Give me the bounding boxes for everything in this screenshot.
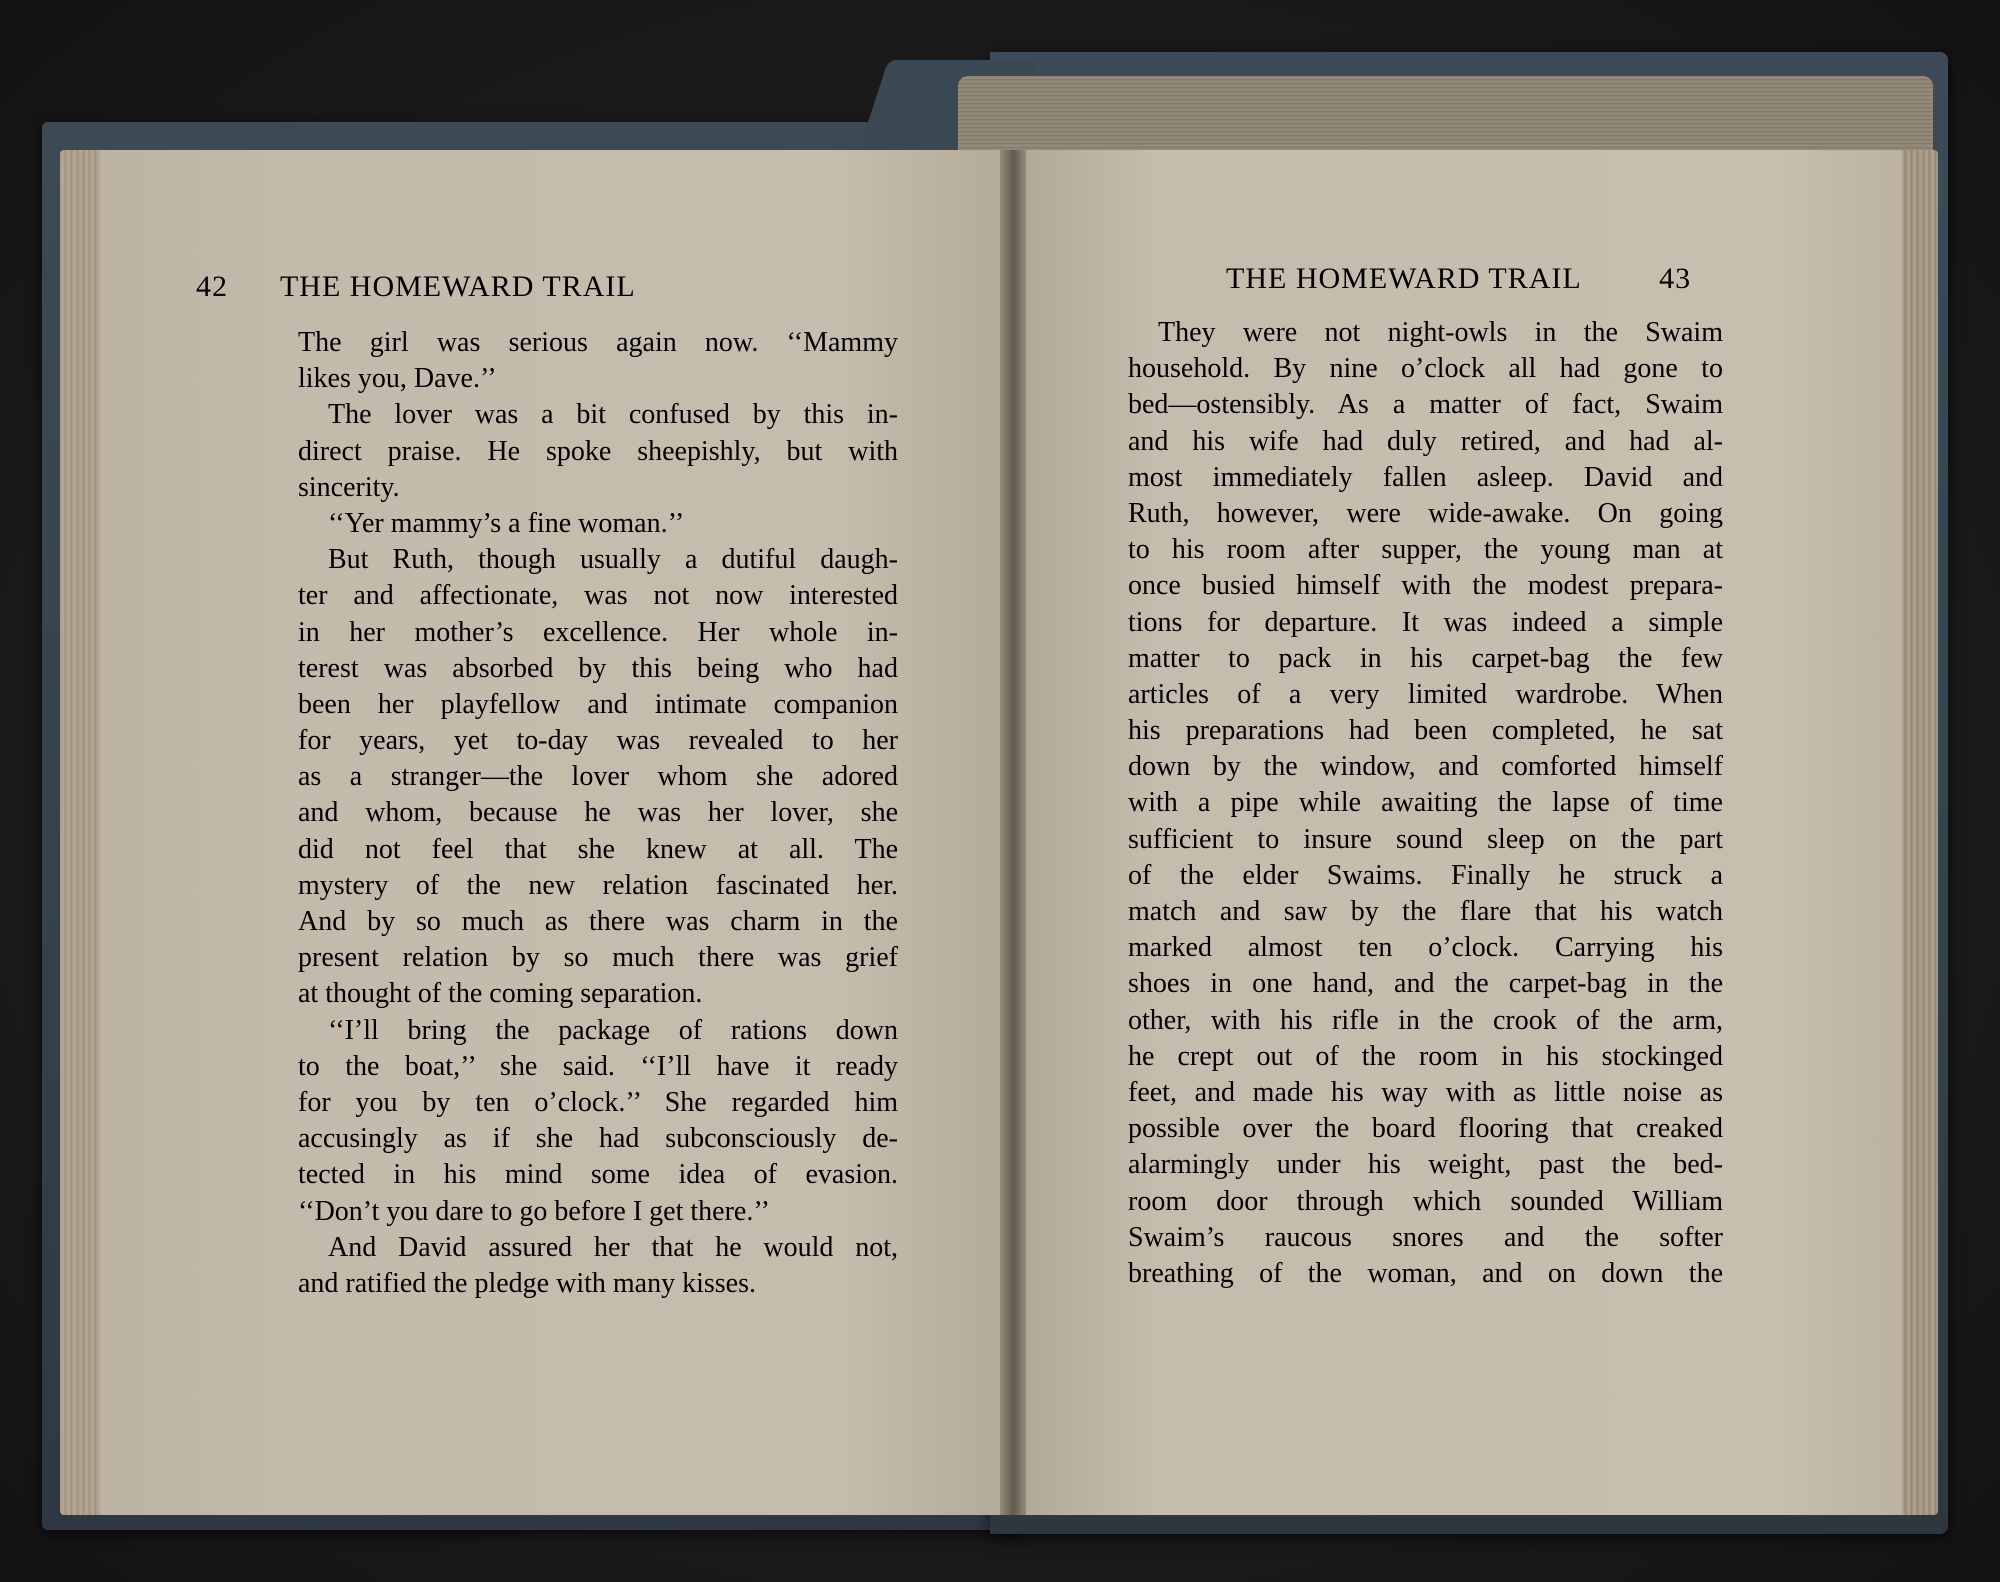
text-line: match and saw by the flare that his watch — [1128, 896, 1723, 927]
text-line: sufficient to insure sound sleep on the part — [1128, 823, 1723, 855]
text-line: feet, and made his way with as little noise as — [1128, 1076, 1723, 1108]
text-line: present relation by so much there was grief — [298, 942, 898, 974]
text-line: And by so much as there was charm in the — [298, 906, 898, 937]
text-line: his preparations had been completed, he sat — [1128, 715, 1723, 747]
text-line: terest was absorbed by this being who had — [298, 652, 898, 684]
text-line: as a stranger—the lover whom she adored — [298, 761, 898, 793]
text-line: of the elder Swaims. Finally he struck a — [1128, 859, 1723, 891]
text-line: possible over the board flooring that creaked — [1128, 1113, 1723, 1145]
text-line: been her playfellow and intimate companion — [298, 688, 898, 720]
text-line: alarmingly under his weight, past the bed- — [1128, 1149, 1723, 1181]
text-line: most immediately fallen asleep. David and — [1128, 461, 1723, 493]
text-line: and his wife had duly retired, and had al- — [1128, 425, 1723, 457]
text-line: articles of a very limited wardrobe. When — [1128, 678, 1723, 710]
text-line: likes you, Dave.’’ — [298, 363, 497, 395]
text-line: and whom, because he was her lover, she — [298, 797, 898, 829]
text-line: Swaim’s raucous snores and the softer — [1128, 1221, 1723, 1253]
text-line: ‘‘Don’t you dare to go before I get there.’’ — [298, 1195, 770, 1227]
text-line: ‘‘Yer mammy’s a fine woman.’’ — [328, 507, 685, 539]
text-line: for you by ten o’clock.’’ She regarded him — [298, 1086, 898, 1118]
book-gutter — [1000, 150, 1026, 1515]
text-line: But Ruth, though usually a dutiful daugh- — [328, 544, 898, 576]
text-line: tected in his mind some idea of evasion. — [298, 1159, 898, 1191]
text-line: to the boat,’’ she said. ‘‘I’ll have it ready — [298, 1050, 898, 1082]
page-stack-top-edge — [958, 76, 1933, 156]
left-running-head — [196, 270, 636, 304]
text-line: tions for departure. It was indeed a simple — [1128, 606, 1723, 638]
text-line: accusingly as if she had subconsciously de- — [298, 1123, 898, 1155]
text-line: Ruth, however, were wide-awake. On going — [1128, 497, 1723, 529]
text-line: household. By nine o’clock all had gone to — [1128, 353, 1723, 385]
left-body-text — [298, 325, 898, 1302]
text-line: marked almost ten o’clock. Carrying his — [1128, 932, 1723, 964]
text-line: The lover was a bit confused by this in- — [328, 399, 898, 431]
text-line: he crept out of the room in his stockinged — [1128, 1040, 1723, 1072]
left-page-number: 42 — [196, 270, 228, 303]
text-line: mystery of the new relation fascinated her. — [298, 869, 898, 901]
text-line: They were not night-owls in the Swaim — [1158, 317, 1723, 348]
text-line: sincerity. — [298, 471, 400, 503]
text-line: The girl was serious again now. ‘‘Mammy — [298, 327, 898, 358]
left-running-title: THE HOMEWARD TRAIL — [279, 270, 636, 303]
text-line: bed—ostensibly. As a matter of fact, Swaim — [1128, 389, 1723, 421]
text-line: And David assured her that he would not, — [328, 1231, 898, 1263]
text-line: with a pipe while awaiting the lapse of time — [1128, 787, 1723, 819]
text-line: once busied himself with the modest prepara- — [1128, 570, 1723, 602]
text-line: did not feel that she knew at all. The — [298, 833, 898, 865]
text-line: room door through which sounded William — [1128, 1185, 1723, 1217]
right-running-title: THE HOMEWARD TRAIL — [1226, 262, 1581, 295]
right-running-head — [1226, 262, 1691, 296]
right-body-text — [1128, 315, 1723, 1292]
text-line: at thought of the coming separation. — [298, 978, 703, 1010]
right-page-number: 43 — [1659, 262, 1692, 295]
text-line: to his room after supper, the young man at — [1128, 534, 1723, 566]
text-line: ter and affectionate, was not now interested — [298, 580, 898, 612]
text-line: matter to pack in his carpet-bag the few — [1128, 642, 1723, 674]
text-line: for years, yet to-day was revealed to her — [298, 725, 898, 757]
text-line: other, with his rifle in the crook of the arm, — [1128, 1004, 1723, 1036]
text-line: ‘‘I’ll bring the package of rations down — [328, 1014, 898, 1046]
text-line: shoes in one hand, and the carpet-bag in the — [1128, 968, 1723, 1000]
text-line: and ratified the pledge with many kisses. — [298, 1267, 756, 1299]
text-line: down by the window, and comforted himself — [1128, 751, 1723, 783]
text-line: in her mother’s excellence. Her whole in- — [298, 616, 898, 648]
text-line: direct praise. He spoke sheepishly, but with — [298, 435, 898, 467]
text-line: breathing of the woman, and on down the — [1128, 1257, 1723, 1289]
